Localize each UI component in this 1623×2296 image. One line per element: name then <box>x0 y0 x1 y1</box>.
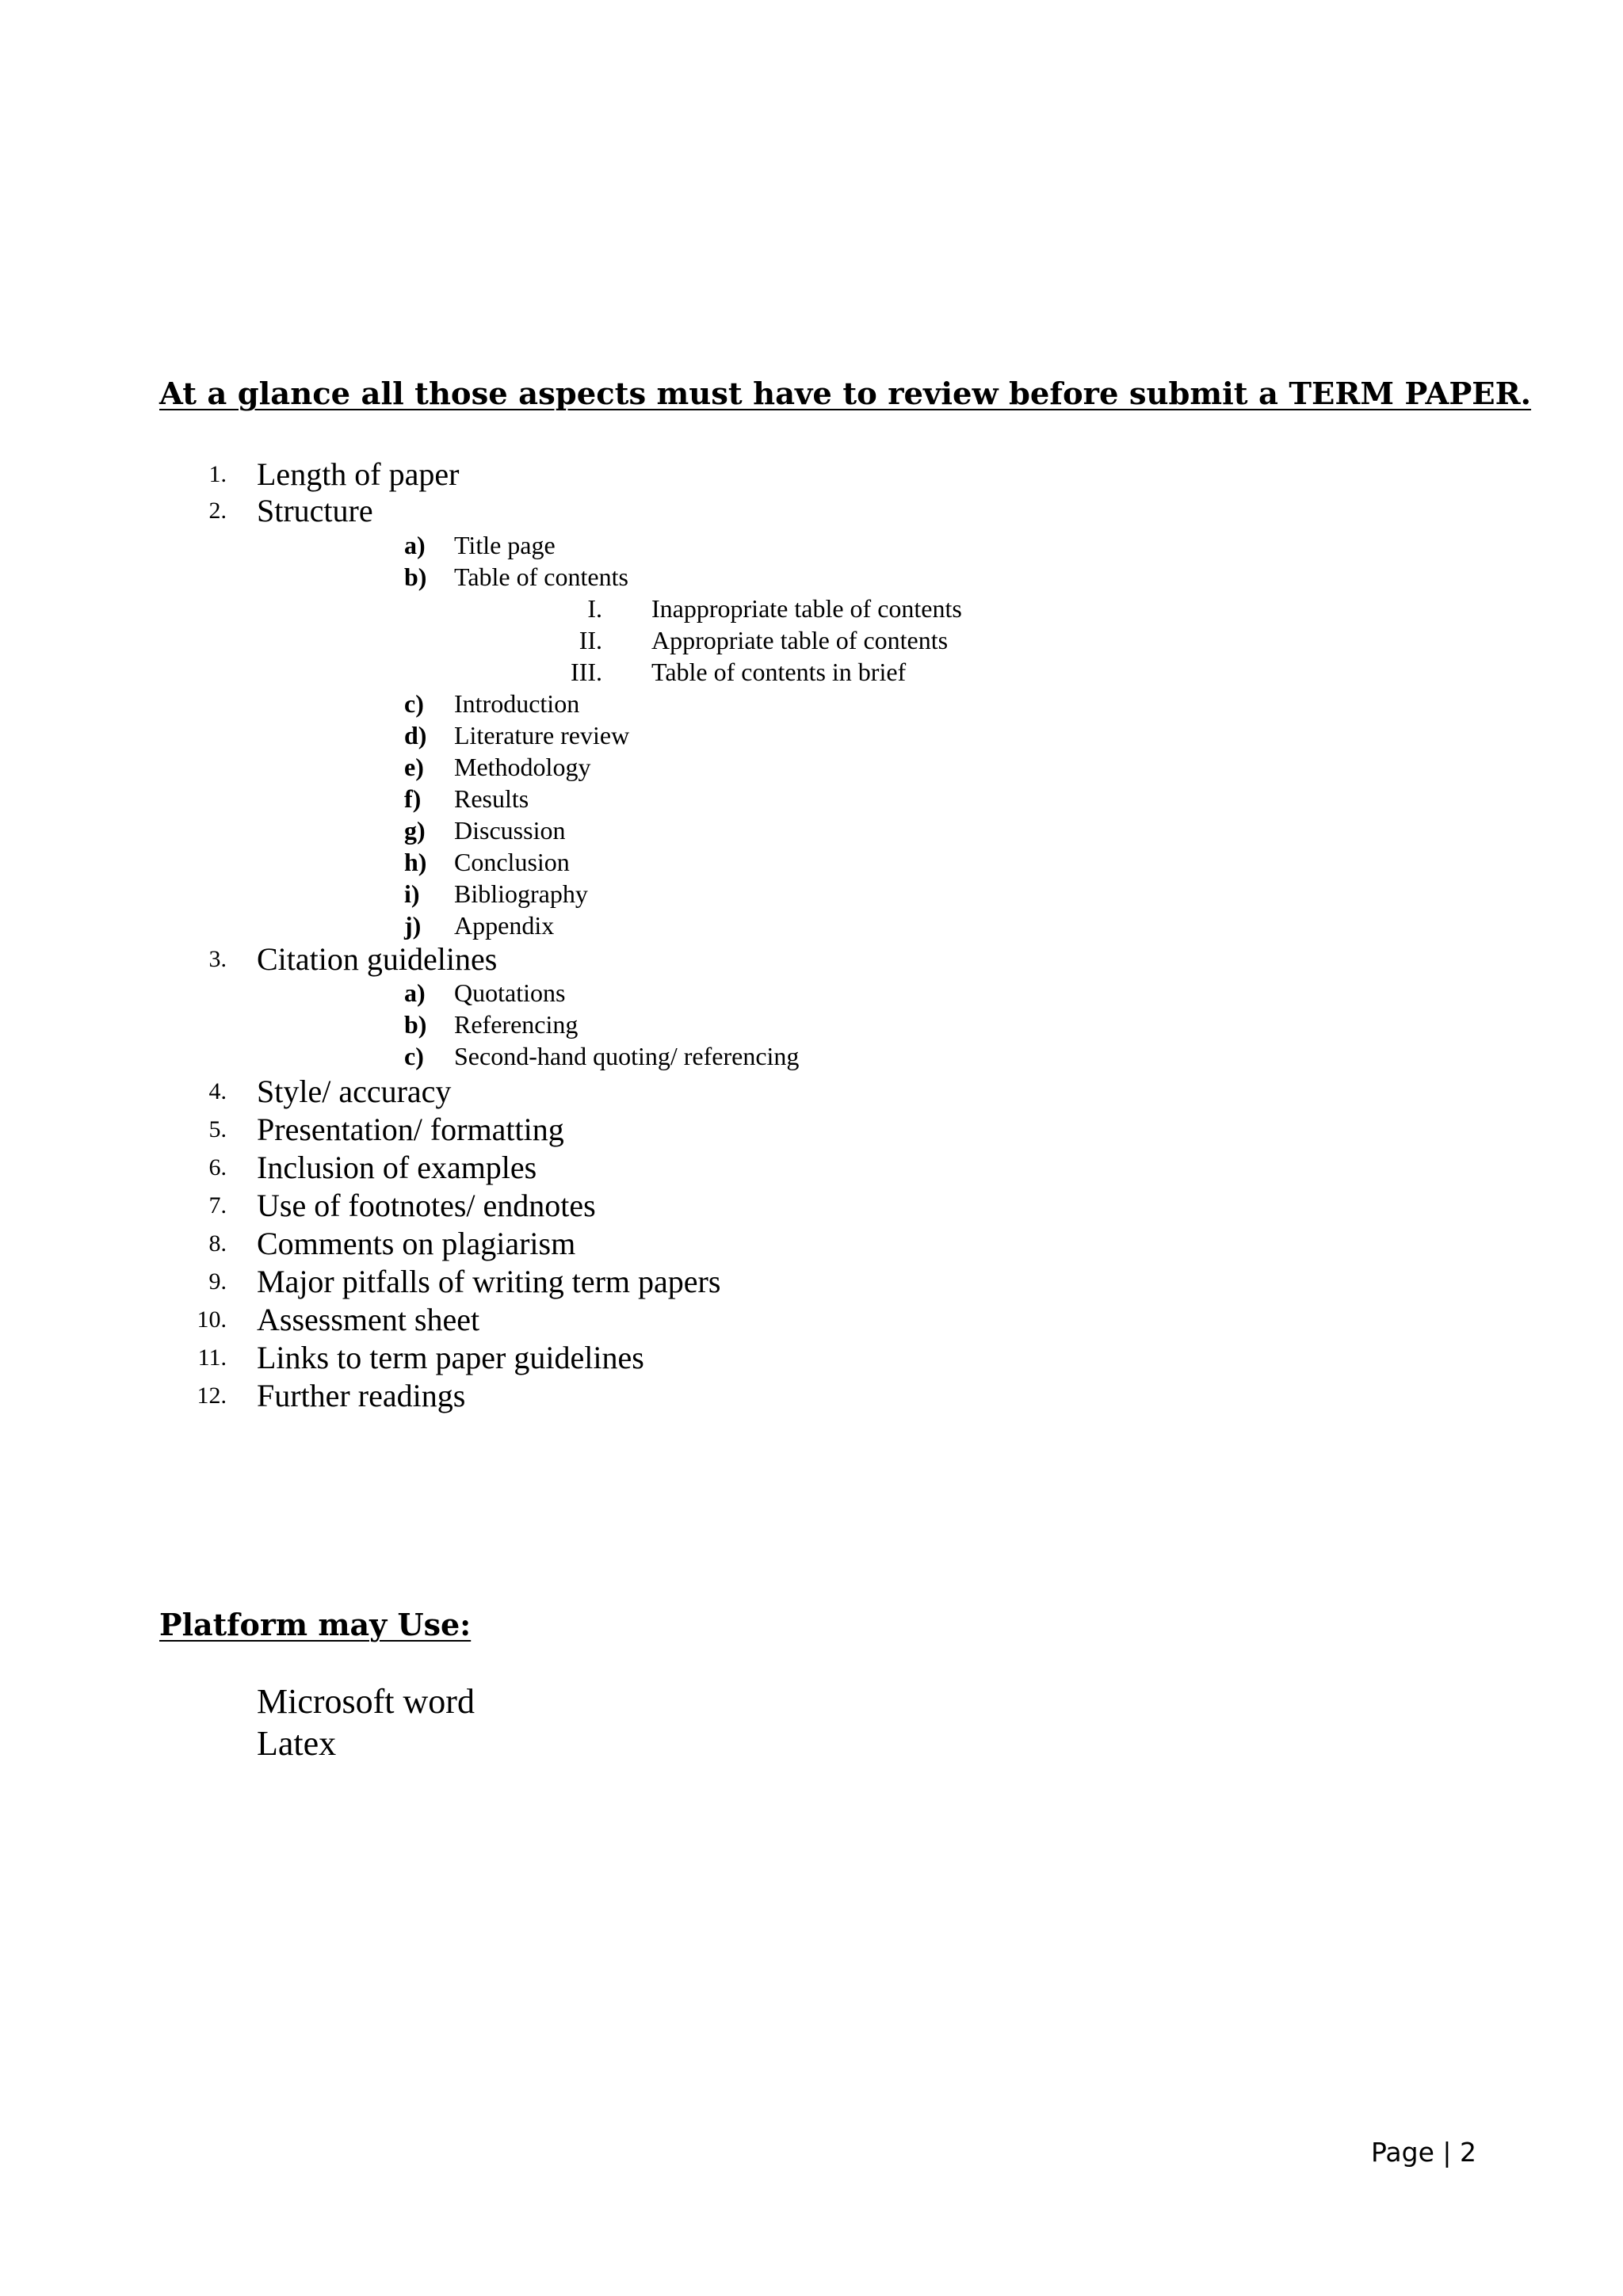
sub-list-text: Introduction <box>454 689 580 718</box>
list-text: Assessment sheet <box>257 1302 480 1337</box>
sub-list-text: Second-hand quoting/ referencing <box>454 1042 800 1070</box>
list-number: 10. <box>197 1306 227 1333</box>
sub-list-text: Referencing <box>454 1010 579 1039</box>
platform-item: Latex <box>257 1724 337 1763</box>
list-text: Links to term paper guidelines <box>257 1340 644 1375</box>
sub-list-text: Methodology <box>454 753 591 781</box>
list-text: Inclusion of examples <box>257 1150 537 1185</box>
sub-list-letter: c) <box>404 689 424 718</box>
sub-list-letter: a) <box>404 978 426 1007</box>
platform-item: Microsoft word <box>257 1682 475 1721</box>
sub-list-letter: i) <box>404 879 420 908</box>
section-heading: At a glance all those aspects must have to review before submit a TERM PAPER. <box>159 376 1532 412</box>
sub-list-text: Appendix <box>454 911 555 940</box>
list-number: 11. <box>197 1344 227 1371</box>
roman-numeral: III. <box>571 658 602 686</box>
sub-list-text: Conclusion <box>454 848 570 876</box>
list-number: 2. <box>208 498 227 524</box>
sub-list-letter: h) <box>404 848 427 876</box>
list-number: 8. <box>208 1230 227 1257</box>
page-number-footer: Page | 2 <box>1371 2137 1476 2168</box>
sub-list-letter: f) <box>404 784 422 813</box>
list-text: Comments on plagiarism <box>257 1226 576 1261</box>
roman-numeral: II. <box>579 626 602 654</box>
list-text: Style/ accuracy <box>257 1074 452 1109</box>
list-number: 4. <box>208 1078 227 1104</box>
platform-heading: Platform may Use: <box>159 1607 472 1642</box>
sub-list-letter: g) <box>404 816 426 845</box>
sub-list-text: Results <box>454 784 529 813</box>
sub-list-text: Bibliography <box>454 879 588 908</box>
list-number: 5. <box>208 1116 227 1142</box>
roman-list-text: Appropriate table of contents <box>651 626 949 654</box>
list-text: Citation guidelines <box>257 941 498 977</box>
roman-numeral: I. <box>587 594 602 623</box>
sub-list-letter: j) <box>404 911 422 940</box>
list-number: 12. <box>197 1383 227 1409</box>
sub-list-letter: e) <box>404 753 424 781</box>
list-number: 6. <box>208 1154 227 1180</box>
list-text: Presentation/ formatting <box>257 1112 564 1147</box>
sub-list-letter: d) <box>404 721 427 749</box>
list-number: 9. <box>208 1268 227 1295</box>
roman-list-text: Table of contents in brief <box>651 658 907 686</box>
sub-list-letter: b) <box>404 563 427 591</box>
sub-list-text: Literature review <box>454 721 630 749</box>
list-text: Structure <box>257 493 373 528</box>
sub-list-text: Title page <box>454 531 556 559</box>
sub-list-text: Discussion <box>454 816 566 845</box>
sub-list-letter: b) <box>404 1010 427 1039</box>
roman-list-text: Inappropriate table of contents <box>651 594 962 623</box>
list-number: 1. <box>208 461 227 487</box>
sub-list-text: Table of contents <box>454 563 628 591</box>
list-text: Length of paper <box>257 456 460 492</box>
list-text: Use of footnotes/ endnotes <box>257 1188 596 1223</box>
list-number: 7. <box>208 1192 227 1219</box>
sub-list-letter: c) <box>404 1042 424 1070</box>
sub-list-text: Quotations <box>454 978 566 1007</box>
sub-list-letter: a) <box>404 531 426 559</box>
list-number: 3. <box>208 946 227 972</box>
list-text: Major pitfalls of writing term papers <box>257 1264 721 1299</box>
list-text: Further readings <box>257 1378 466 1413</box>
